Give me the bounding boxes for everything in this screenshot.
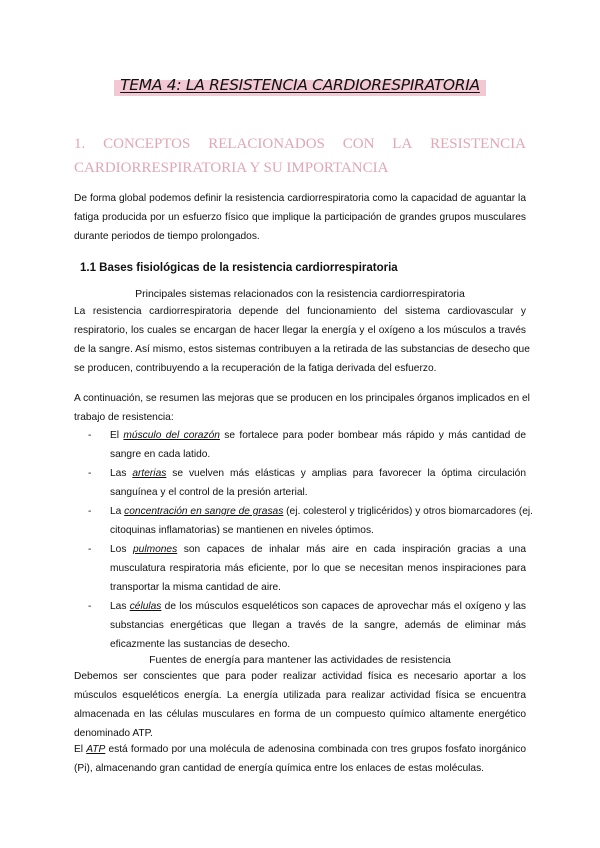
heading-word: RESISTENCIA [430,136,526,152]
energy-paragraph: Debemos ser conscientes que para poder realizar actividad física es necesario aportar a los músculos esqueléticos energía. La energía utilizada para realizar actividad física se encuentra almacenada en las células musculares en forma de un compuesto químico altamente energético denominado ATP. [74,671,526,739]
improvements-list [88,426,533,654]
systems-paragraph: La resistencia cardiorrespiratoria depende del funcionamiento del sistema cardiovascular y respiratorio, los cuales se encargan de hacer llegar la energía y el oxígeno a los músculos a través de la sangre. Así mismo, estos sistemas contribuyen a la retirada de las substancias de desecho que se producen, contribuyendo a la recuperación de la fatiga derivada del esfuerzo. [74,306,530,374]
section-heading-line1 [74,132,526,156]
list-item: - La concentración en sangre de grasas (ej. colesterol y triglicéridos) y otros biomarcadores (ej. citoquinas inflamatorias) se mantienen en niveles óptimos. [88,506,533,536]
heading-word: LA [392,136,413,152]
heading-word: CONCEPTOS [103,136,191,152]
subsection-heading: 1.1 Bases fisiológicas de la resistencia cardiorrespiratoria [80,262,398,274]
list-item: - Los pulmones son capaces de inhalar más aire en cada inspiración gracias a una musculatura respiratoria más eficiente, por lo que se necesitan menos inspiraciones para transportar la misma cantidad de aire. [88,544,526,593]
list-term: arterias [132,468,167,479]
heading-word: RELACIONADOS [208,136,325,152]
list-term: concentración en sangre de grasas [124,506,284,517]
page-title: TEMA 4: LA RESISTENCIA CARDIORESPIRATORIA [114,74,486,96]
energy-title: Fuentes de energía para mantener las actividades de resistencia [149,654,451,666]
heading-word: 1. [74,136,86,152]
title-wrap [0,74,600,96]
section-heading [74,132,526,180]
list-item: - Las arterias se vuelven más elásticas y amplias para favorecer la óptima circulación sanguínea y el control de la presión arterial. [88,468,526,498]
improvements-paragraph: A continuación, se resumen las mejoras que se producen en los principales órganos implicados en el trabajo de resistencia: [74,393,530,423]
list-term: músculo del corazón [123,430,220,441]
list-term: células [129,601,162,612]
atp-paragraph: El ATP está formado por una molécula de adenosina combinada con tres grupos fosfato inorgánico (Pi), almacenando gran cantidad de energía química entre los enlaces de estas moléculas. [74,744,527,774]
atp-term: ATP [86,744,106,755]
list-term: pulmones [132,544,178,555]
section-heading-line2: CARDIORRESPIRATORIA Y SU IMPORTANCIA [74,160,389,176]
intro-paragraph: De forma global podemos definir la resistencia cardiorrespiratoria como la capacidad de aguantar la fatiga producida por un esfuerzo físico que implique la participación de grandes grupos musculares durante periodos de tiempo prolongados. [74,193,526,242]
list-item: - Las células de los músculos esqueléticos son capaces de aprovechar más el oxígeno y las substancias energéticas que llegan a través de la sangre, además de eliminar más eficazmente las sustancias de desecho. [88,601,526,650]
heading-word: CON [342,136,375,152]
systems-title: Principales sistemas relacionados con la resistencia cardiorrespiratoria [135,288,465,300]
list-item: - El músculo del corazón se fortalece para poder bombear más rápido y más cantidad de sangre en cada latido. [88,430,527,460]
